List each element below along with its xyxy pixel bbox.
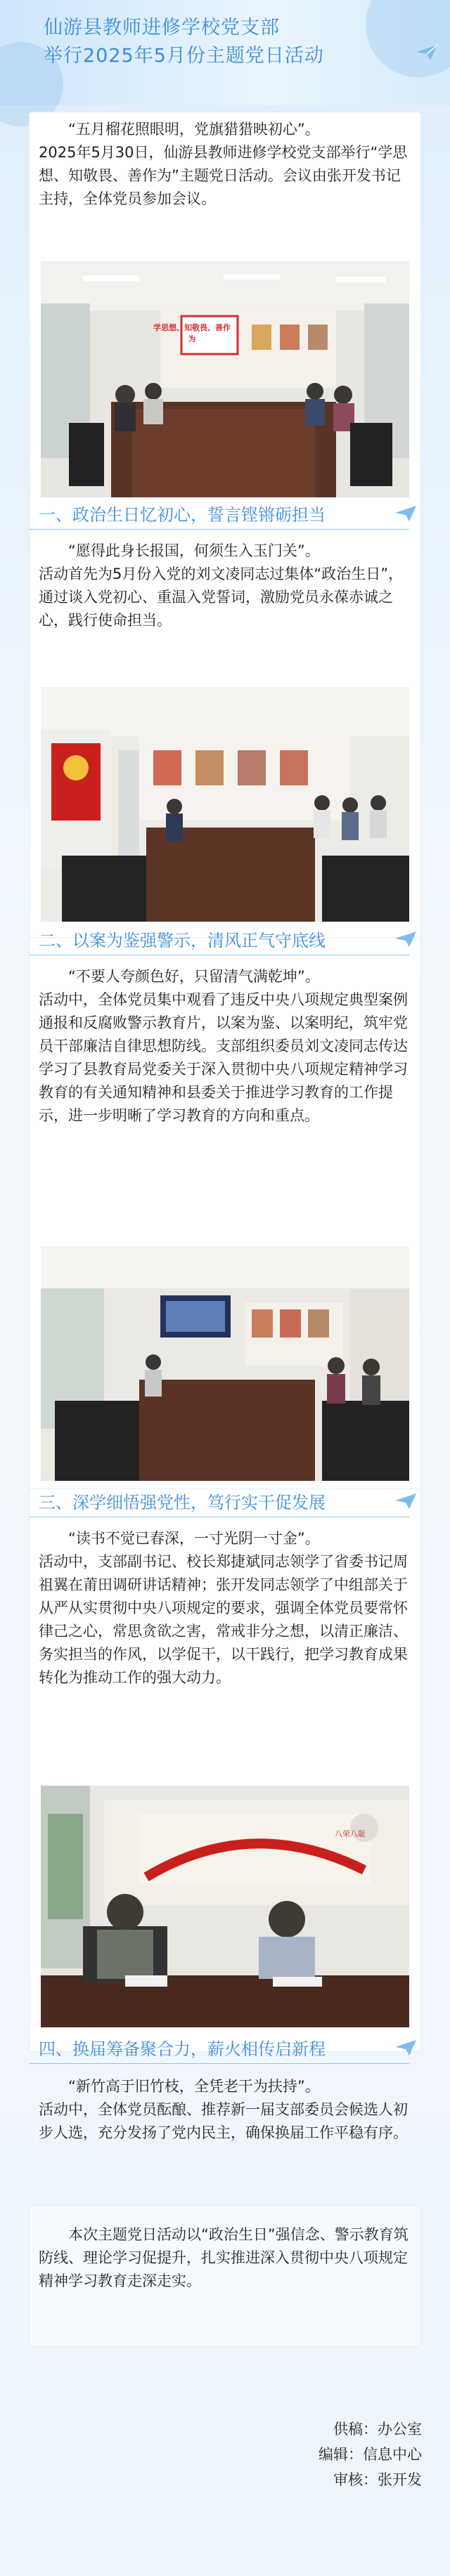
section-2-title: 二、以案为鉴强警示，清风正气守底线 xyxy=(39,931,326,950)
video-room-image xyxy=(41,1246,409,1481)
title-line-1: 仙游县教师进修学校党支部 xyxy=(44,17,280,39)
section-3-body: 活动中，支部副书记、校长郑捷斌同志领学了省委书记周祖翼在莆田调研讲话精神；张开发同志领学了中组部关于从严从实贯彻中央八项规定的要求，强调全体党员要常怀律己之心，常思贪欲之害，常戒非分之想，以清正廉洁、务实担当的作风，以学促干，以干践行，把学习教育成果转化为推动工作的强大动力。 xyxy=(39,1553,408,1686)
section-1-quote: “愿得此身长报国，何须生入玉门关”。 xyxy=(68,542,320,559)
section-2-quote: “不要人夸颜色好，只留清气满乾坤”。 xyxy=(68,968,320,985)
intro-body: 2025年5月30日，仙游县教师进修学校党支部举行“学思想、知敬畏、善作为”主题党日活动。会议由张开发书记主持，全体党员参加会议。 xyxy=(39,144,408,207)
photo-banner-text: 八荣八耻 xyxy=(335,1829,366,1838)
credits xyxy=(319,2417,422,2492)
paper-plane-icon xyxy=(415,44,439,62)
speakers-image xyxy=(41,1786,409,2027)
meeting-photo-2 xyxy=(41,687,409,922)
meeting-photo-1 xyxy=(41,261,409,497)
intro-quote: “五月榴花照眼明，党旗猎猎映初心”。 xyxy=(68,121,320,138)
meeting-photo-3 xyxy=(41,1246,409,1481)
header-banner xyxy=(0,0,450,105)
section-1-title: 一、政治生日忆初心，誓言铿锵砺担当 xyxy=(39,505,326,525)
credit-reviewer: 审核：张开发 xyxy=(333,2471,422,2488)
credit-provider: 供稿：办公室 xyxy=(333,2421,422,2438)
section-4-body: 活动中，全体党员酝酿、推荐新一届支部委员会候选人初步人选，充分发扬了党内民主，确保换届工作平稳有序。 xyxy=(39,2101,408,2141)
paper-plane-icon xyxy=(394,2039,418,2057)
title-line-2: 举行2025年5月份主题党日活动 xyxy=(44,45,324,67)
section-2-body: 活动中，全体党员集中观看了违反中央八项规定典型案例通报和反腐败警示教育片，以案为鉴、以案明纪，筑牢党员干部廉洁自律思想防线。支部组织委员刘文凌同志传达学习了县教育局党委关于深入贯彻中央八项规定精神学习教育的有关通知精神和县委关于推进学习教育的工作提示，进一步明晰了学习教育的方向和重点。 xyxy=(39,991,408,1124)
closing-paragraph: 本次主题党日活动以“政治生日”强信念、警示教育筑防线、理论学习促提升，扎实推进深入贯彻中央八项规定精神学习教育走深走实。 xyxy=(39,2226,409,2289)
section-divider xyxy=(30,529,409,530)
section-4-quote: “新竹高于旧竹枝，全凭老干为扶持”。 xyxy=(68,2078,320,2095)
photo-banner-text: 学思想、知敬畏、善作为 xyxy=(153,323,231,344)
section-3-quote: “读书不觉已春深，一寸光阴一寸金”。 xyxy=(68,1530,320,1547)
section-divider xyxy=(30,2063,409,2064)
meeting-photo-4 xyxy=(41,1786,409,2027)
section-3-title: 三、深学细悟强党性，笃行实干促发展 xyxy=(39,1493,326,1512)
credit-editor: 编辑：信息中心 xyxy=(319,2446,422,2463)
page-title xyxy=(44,14,409,70)
section-1-body: 活动首先为5月份入党的刘文凌同志过集体“政治生日”，通过谈入党初心、重温入党誓词，激励党员永葆赤诚之心，践行使命担当。 xyxy=(39,565,404,629)
paper-plane-icon xyxy=(394,930,418,948)
oath-room-image xyxy=(41,687,409,922)
section-4-title: 四、换届筹备聚合力，薪火相传启新程 xyxy=(39,2039,326,2059)
meeting-room-image xyxy=(41,261,409,497)
paper-plane-icon xyxy=(394,504,418,523)
paper-plane-icon xyxy=(394,1492,418,1510)
